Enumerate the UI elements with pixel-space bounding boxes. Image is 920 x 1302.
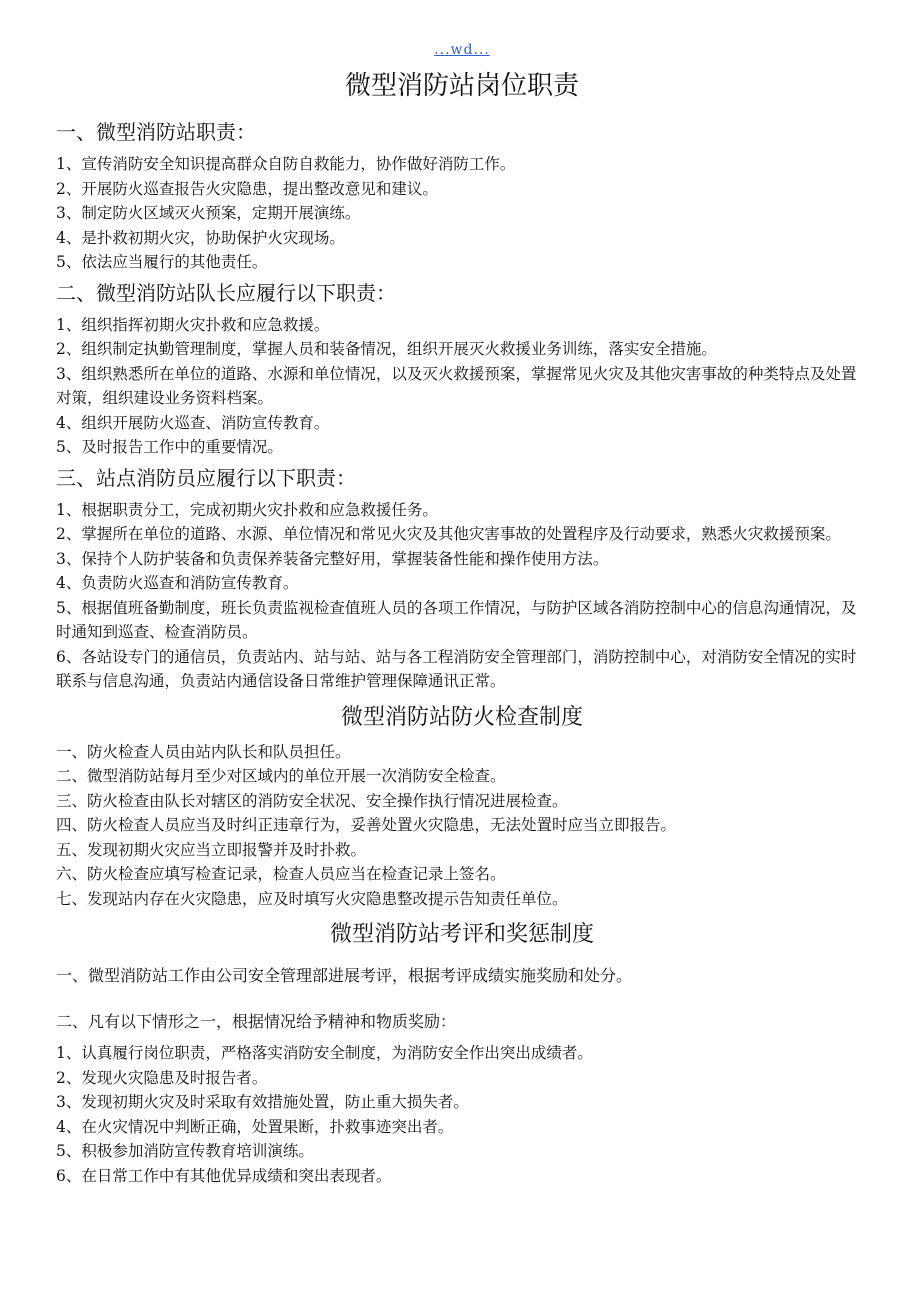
list-item: 6、各站设专门的通信员，负责站内、站与站、站与各工程消防安全管理部门，消防控制中心，对消防安全情况的实时联系与信息沟通，负责站内通信设备日常维护管理保障通讯正常。 [56, 647, 857, 690]
list-item: 4、组织开展防火巡查、消防宣传教育。 [56, 413, 330, 432]
list-item: 5、积极参加消防宣传教育培训演练。 [56, 1142, 314, 1160]
list-item: 6、在日常工作中有其他优异成绩和突出表现者。 [56, 1166, 392, 1185]
page-title: 微型消防站岗位职责 [344, 71, 579, 101]
list-item: 3、制定防火区域灭火预案，定期开展演练。 [56, 204, 361, 222]
list-item: 五、发现初期火灾应当立即报警并及时扑救。 [56, 840, 367, 859]
list-item: 3、发现初期火灾及时采取有效措施处置，防止重大损失者。 [56, 1093, 469, 1111]
list-item: 1、根据职责分工，完成初期火灾扑救和应急救援任务。 [56, 500, 438, 519]
list-item: 2、发现火灾隐患及时报告者。 [56, 1068, 268, 1087]
list-item: 3、保持个人防护装备和负责保养装备完整好用，掌握装备性能和操作使用方法。 [56, 549, 609, 568]
list-item: 5、依法应当履行的其他责任。 [56, 253, 268, 271]
list-item: 1、组织指挥初期火灾扑救和应急救援。 [56, 315, 330, 334]
list-item: 4、是扑救初期火灾，协助保护火灾现场。 [56, 228, 345, 247]
header-mark: ...wd... [434, 42, 490, 58]
reward-paragraph-1: 一、微型消防站工作由公司安全管理部进展考评，根据考评成绩实施奖励和处分。 [56, 966, 633, 985]
list-item: 一、防火检查人员由站内队长和队员担任。 [56, 742, 351, 761]
list-item: 4、负责防火巡查和消防宣传教育。 [56, 574, 299, 592]
list-item: 2、掌握所在单位的道路、水源、单位情况和常见火灾及其他灾害事故的处置程序及行动要求，熟悉火灾救援预案。 [56, 525, 841, 543]
reward-title: 微型消防站考评和奖惩制度 [329, 922, 594, 947]
list-item: 1、宣传消防安全知识提高群众自防自救能力，协作做好消防工作。 [56, 155, 516, 173]
list-item: 二、微型消防站每月至少对区域内的单位开展一次消防安全检查。 [56, 767, 506, 785]
inspection-title: 微型消防站防火检查制度 [340, 704, 583, 730]
list-item: 三、防火检查由队长对辖区的消防安全状况、安全操作执行情况进展检查。 [56, 791, 568, 810]
list-item: 1、认真履行岗位职责，严格落实消防安全制度，为消防安全作出突出成绩者。 [56, 1044, 593, 1062]
list-item: 2、开展防火巡查报告火灾隐患，提出整改意见和建议。 [56, 179, 438, 198]
section-heading-station-duties: 一、微型消防站职责： [56, 120, 256, 144]
section-heading-firefighter-duties: 三、站点消防员应履行以下职责： [56, 465, 356, 490]
document-page [56, 40, 868, 1188]
list-item: 六、防火检查应填写检查记录，检查人员应当在检查记录上签名。 [56, 865, 506, 883]
list-item: 2、组织制定执勤管理制度，掌握人员和装备情况，组织开展灭火救援业务训练，落实安全措施。 [56, 340, 717, 358]
list-item: 5、及时报告工作中的重要情况。 [56, 438, 283, 456]
list-item: 5、根据值班备勤制度，班长负责监视检查值班人员的各项工作情况，与防护区域各消防控制中心的信息沟通情况，及时通知到巡查、检查消防员。 [56, 598, 857, 641]
reward-paragraph-2: 二、凡有以下情形之一，根据情况给予精神和物质奖励： [56, 1012, 457, 1031]
list-item: 四、防火检查人员应当及时纠正违章行为，妥善处置火灾隐患，无法处置时应当立即报告。 [56, 816, 677, 834]
list-item: 4、在火灾情况中判断正确，处置果断，扑救事迹突出者。 [56, 1117, 454, 1136]
list-item: 3、组织熟悉所在单位的道路、水源和单位情况，以及灭火救援预案，掌握常见火灾及其他灾害事故的种类特点及处置对策，组织建设业务资料档案。 [56, 364, 857, 407]
section-heading-captain-duties: 二、微型消防站队长应履行以下职责： [56, 280, 396, 305]
list-item: 七、发现站内存在火灾隐患，应及时填写火灾隐患整改提示告知责任单位。 [56, 889, 568, 908]
